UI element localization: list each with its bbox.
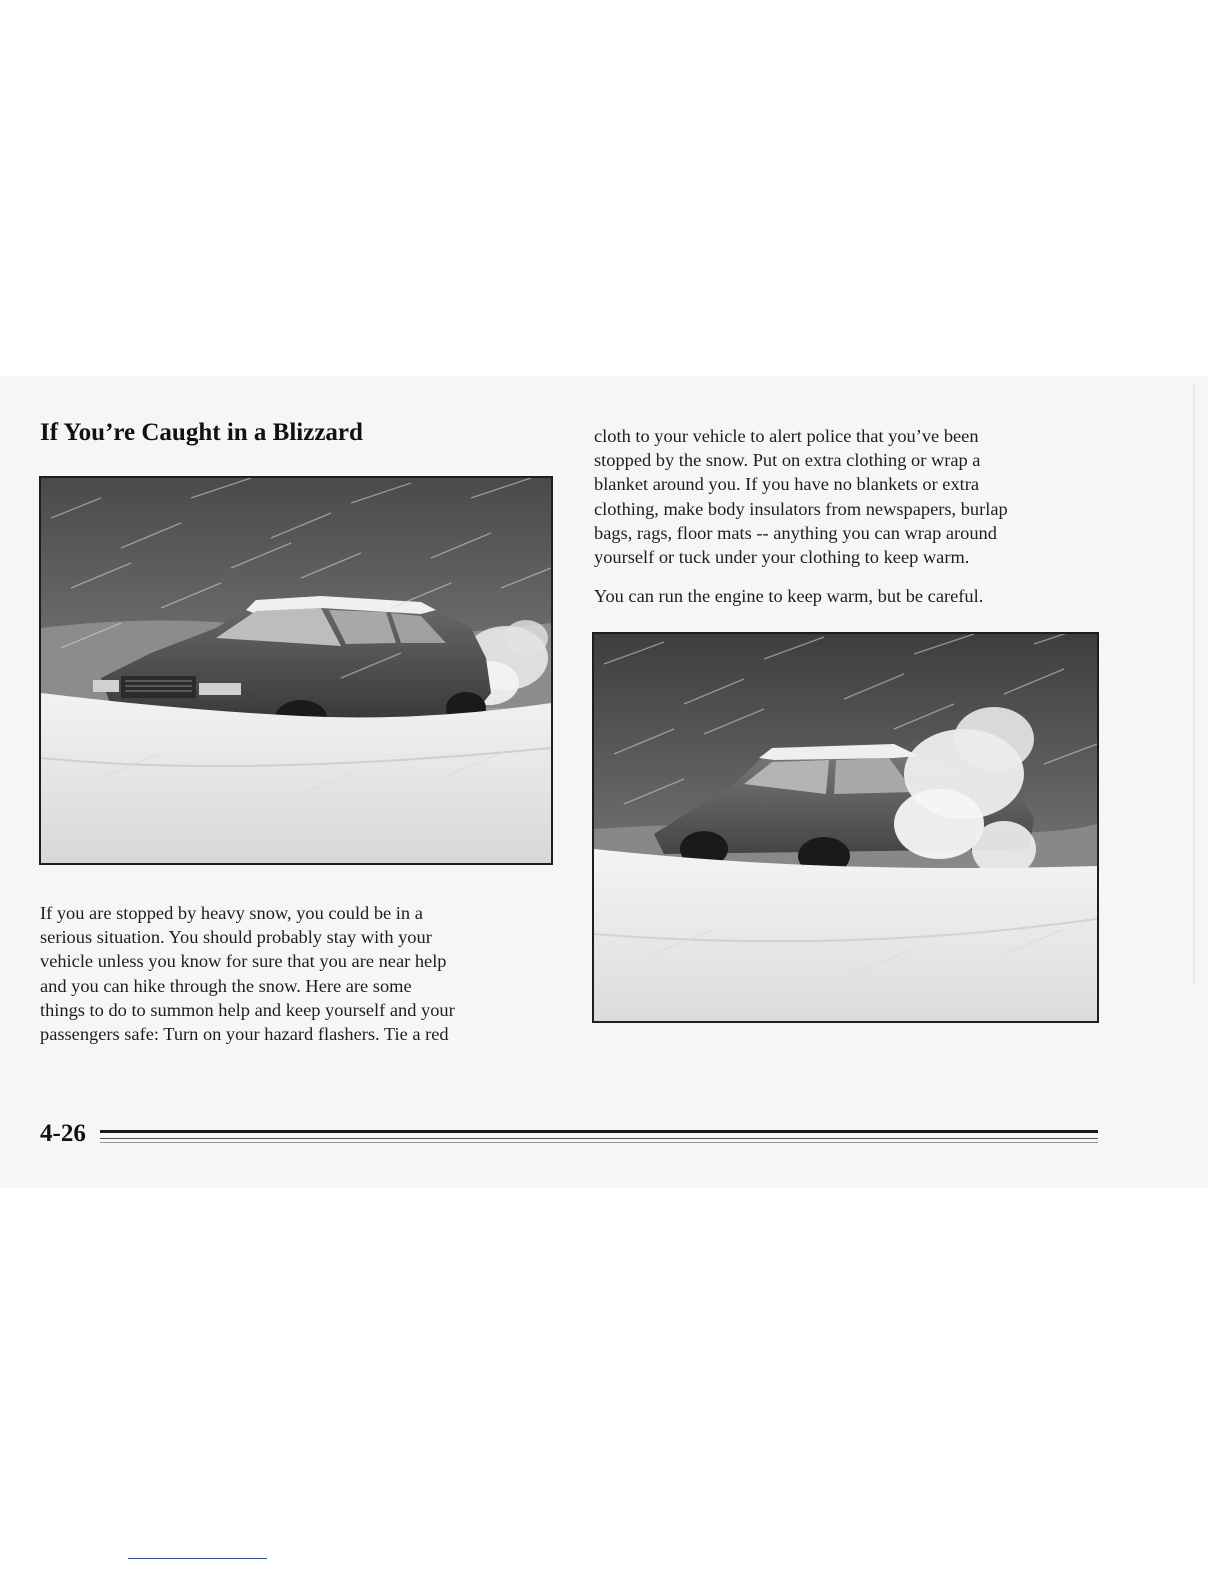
blizzard-continued-paragraph — [594, 424, 1104, 569]
blizzard-car-exhaust-illustration — [592, 632, 1099, 1023]
blizzard-intro-paragraph — [40, 901, 560, 1046]
text-line: vehicle unless you know for sure that you are near help — [40, 951, 447, 972]
text-line: passengers safe: Turn on your hazard flashers. Tie a red — [40, 1024, 449, 1045]
text-line: and you can hike through the snow. Here are some — [40, 975, 412, 996]
text-line: yourself or tuck under your clothing to keep warm. — [594, 547, 970, 568]
text-line: You can run the engine to keep warm, but be careful. — [594, 586, 984, 606]
footer-rule-thin — [100, 1138, 1098, 1139]
car-in-blizzard-side-icon — [594, 634, 1097, 1021]
page-edge-shadow — [1193, 385, 1195, 985]
blizzard-car-front-illustration — [39, 476, 553, 865]
engine-warning-paragraph — [594, 584, 1104, 608]
footer-rule — [100, 1130, 1098, 1133]
text-line: bags, rags, floor mats -- anything you can wrap around — [594, 522, 997, 543]
page-number: 4-26 — [40, 1120, 86, 1147]
text-line: blanket around you. If you have no blankets or extra — [594, 474, 980, 495]
section-heading: If You’re Caught in a Blizzard — [40, 419, 363, 446]
bottom-divider — [128, 1558, 267, 1559]
car-in-blizzard-front-icon — [41, 478, 551, 863]
text-line: stopped by the snow. Put on extra clothing or wrap a — [594, 450, 981, 471]
text-line: clothing, make body insulators from newspapers, burlap — [594, 498, 1008, 519]
text-line: cloth to your vehicle to alert police that you’ve been — [594, 426, 979, 446]
text-line: serious situation. You should probably stay with your — [40, 927, 432, 948]
footer-rule-thin — [100, 1142, 1098, 1143]
text-line: If you are stopped by heavy snow, you could be in a — [40, 903, 423, 923]
text-line: things to do to summon help and keep yourself and your — [40, 999, 455, 1020]
